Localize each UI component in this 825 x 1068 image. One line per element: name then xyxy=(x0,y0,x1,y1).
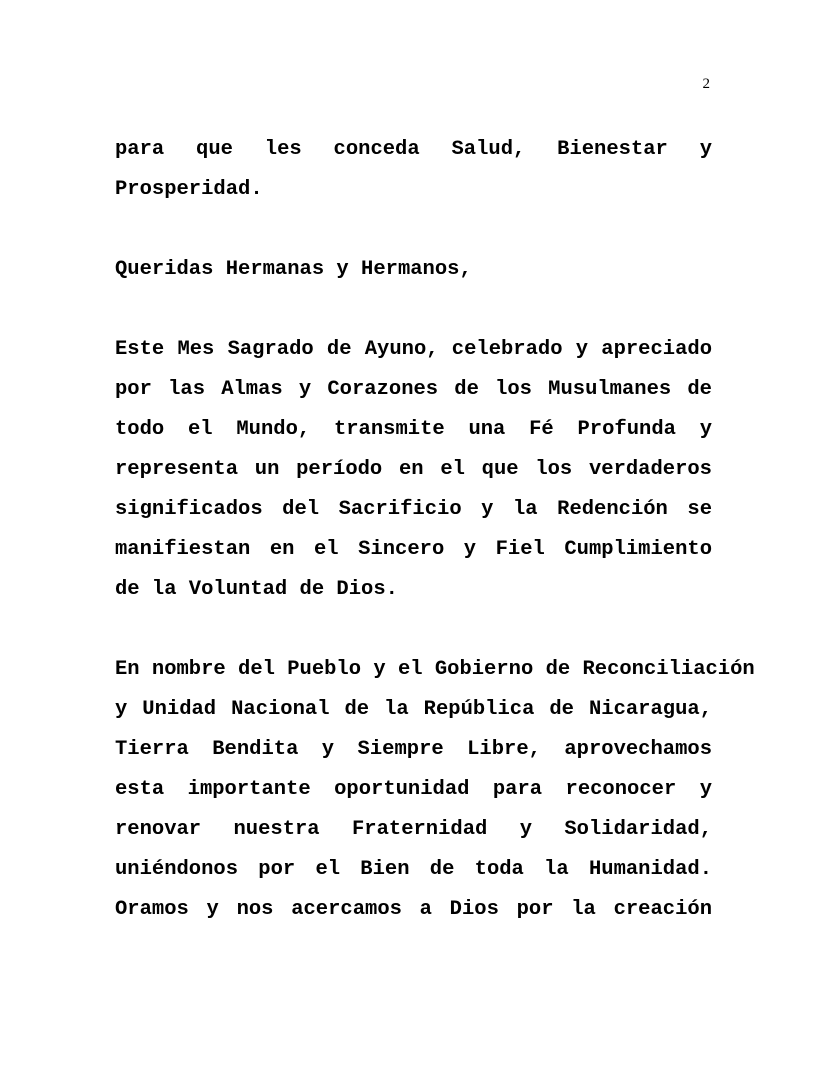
text-line: renovar nuestra Fraternidad y Solidaridad, xyxy=(115,818,712,841)
document-body xyxy=(115,130,755,930)
paragraph-spacer xyxy=(115,210,712,250)
text-line: manifiestan en el Sincero y Fiel Cumplimiento xyxy=(115,538,712,561)
paragraph-blessing xyxy=(115,130,712,210)
text-line: y Unidad Nacional de la República de Nicaragua, xyxy=(115,698,712,721)
text-line: Este Mes Sagrado de Ayuno, celebrado y apreciado xyxy=(115,338,712,361)
text-line: Tierra Bendita y Siempre Libre, aprovechamos xyxy=(115,738,712,761)
text-line: representa un período en el que los verdaderos xyxy=(115,458,712,481)
text-line: por las Almas y Corazones de los Musulmanes de xyxy=(115,378,712,401)
text-line: Queridas Hermanas y Hermanos, xyxy=(115,258,472,281)
text-line: significados del Sacrificio y la Redención se xyxy=(115,498,712,521)
text-line: uniéndonos por el Bien de toda la Humanidad. xyxy=(115,858,712,881)
paragraph-spacer xyxy=(115,610,712,650)
text-line: todo el Mundo, transmite una Fé Profunda y xyxy=(115,418,712,441)
text-line: Oramos y nos acercamos a Dios por la creación xyxy=(115,898,712,921)
text-line: esta importante oportunidad para reconocer y xyxy=(115,778,712,801)
text-line: para que les conceda Salud, Bienestar y xyxy=(115,138,712,161)
paragraph-holy-month xyxy=(115,330,712,610)
text-line: En nombre del Pueblo y el Gobierno de Reconciliación xyxy=(115,658,755,681)
paragraph-spacer xyxy=(115,290,712,330)
paragraph-nicaragua xyxy=(115,650,755,930)
page-number: 2 xyxy=(702,76,710,92)
paragraph-salutation xyxy=(115,250,712,290)
text-line: de la Voluntad de Dios. xyxy=(115,578,398,601)
text-line: Prosperidad. xyxy=(115,178,263,201)
